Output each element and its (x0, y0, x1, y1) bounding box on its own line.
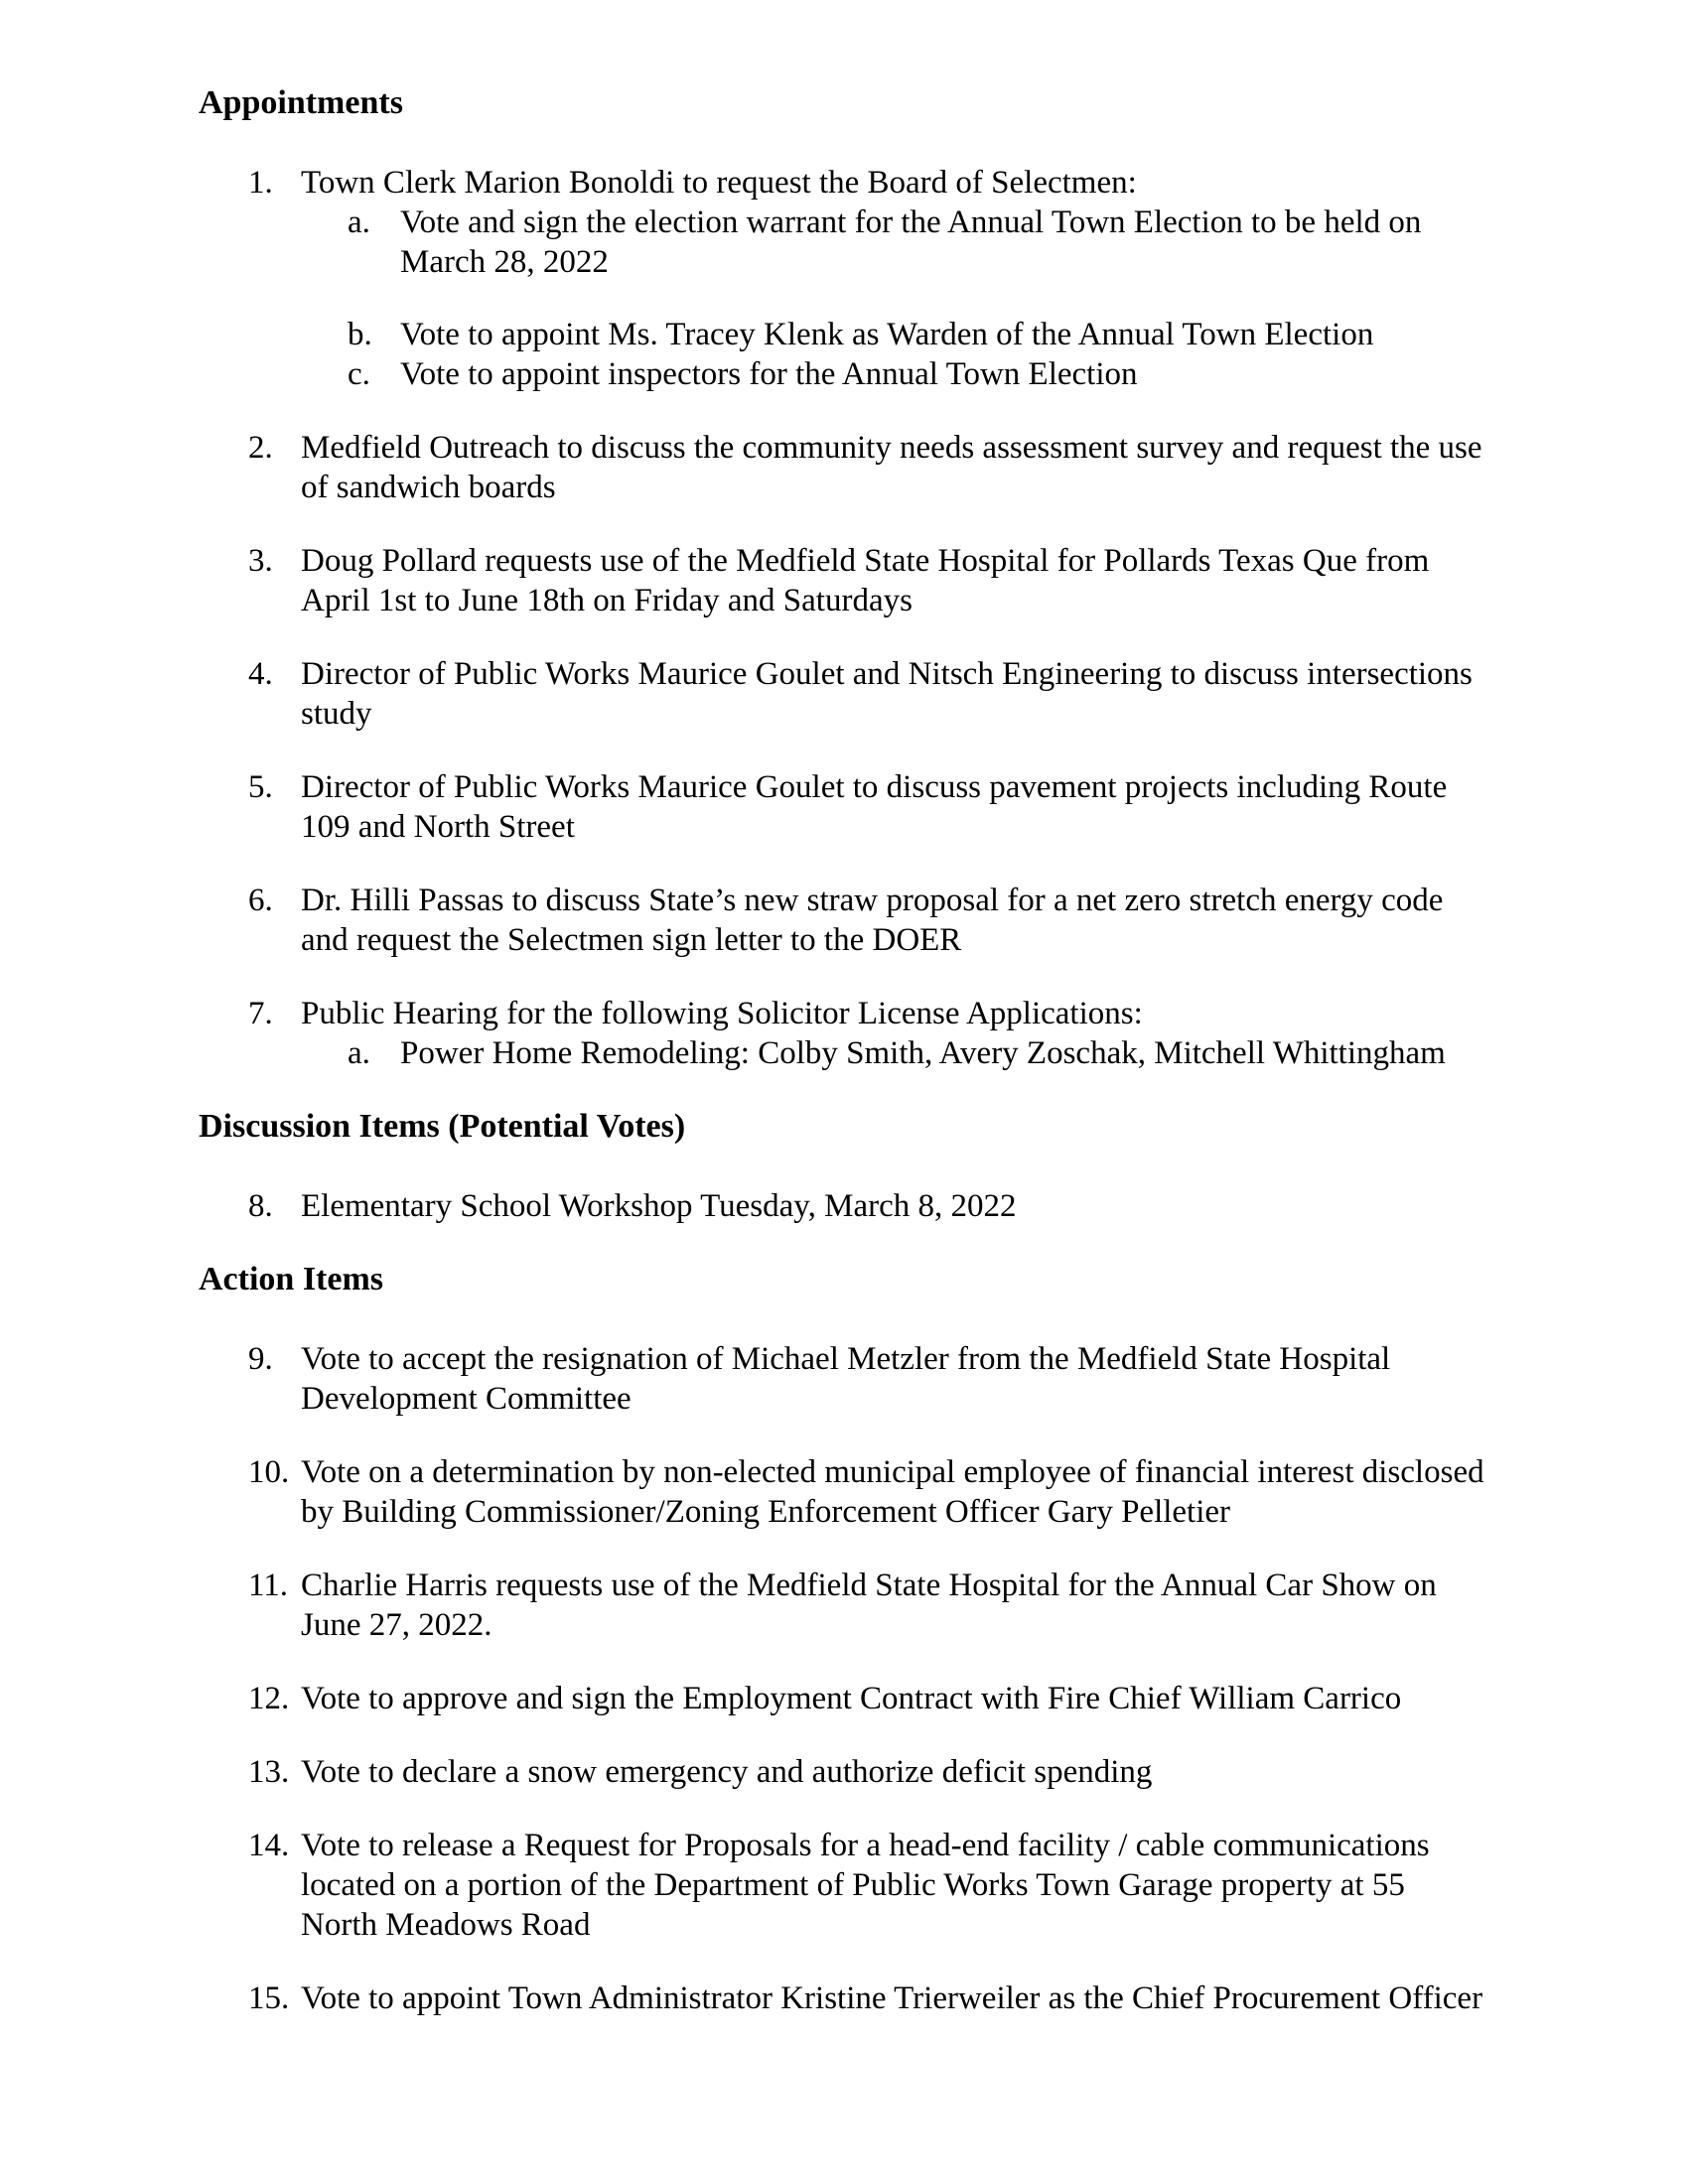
item-number: 5. (248, 769, 273, 805)
section-heading: Appointments (199, 84, 403, 121)
section-action-items (199, 1260, 1688, 2018)
item-number: 14. (248, 1828, 290, 1863)
item-number: 6. (248, 883, 273, 918)
item-number: 3. (248, 543, 273, 579)
subitem-letter: b. (348, 317, 372, 352)
item-text: Vote to declare a snow emergency and authorize deficit spending (301, 1754, 1153, 1790)
agenda-subitem (348, 315, 1489, 354)
item-text: Elementary School Workshop Tuesday, March 8, 2022 (301, 1188, 1017, 1224)
agenda-subitem (348, 354, 1489, 394)
agenda-item (248, 1339, 1688, 1419)
item-text: Vote to release a Request for Proposals for a head-end facility / cable communications located on a portion of the Department of Public Works Town Garage property at 55 North Meadows Road (301, 1828, 1430, 1943)
item-text: Vote to accept the resignation of Michael Metzler from the Medfield State Hospital Development Committee (301, 1341, 1391, 1417)
subitem-letter: a. (348, 1035, 370, 1071)
item-text: Charlie Harris requests use of the Medfield State Hospital for the Annual Car Show on June 27, 2022. (301, 1568, 1437, 1643)
item-text: Public Hearing for the following Solicitor License Applications: (301, 996, 1143, 1031)
item-body (301, 1979, 1489, 2018)
item-number: 1. (248, 165, 273, 201)
subitem-text: Vote to appoint Ms. Tracey Klenk as Warden of the Annual Town Election (400, 317, 1374, 352)
item-number: 4. (248, 656, 273, 692)
item-text: Town Clerk Marion Bonoldi to request the Board of Selectmen: (301, 165, 1137, 201)
item-body (301, 654, 1489, 734)
item-number: 7. (248, 996, 273, 1031)
item-number: 13. (248, 1754, 290, 1790)
item-text: Dr. Hilli Passas to discuss State’s new straw proposal for a net zero stretch energy code and request the Selectmen sign letter to the DOER (301, 883, 1444, 958)
item-number: 9. (248, 1341, 273, 1377)
subitem-letter: a. (348, 205, 370, 240)
item-body (301, 1452, 1489, 1532)
agenda-item (248, 428, 1688, 507)
item-number: 10. (248, 1454, 290, 1490)
item-text: Vote to appoint Town Administrator Kristine Trierweiler as the Chief Procurement Officer (301, 1980, 1483, 2016)
section-appointments (199, 83, 1688, 1073)
section-heading: Action Items (199, 1261, 384, 1297)
item-number: 12. (248, 1681, 290, 1716)
item-text: Vote to approve and sign the Employment Contract with Fire Chief William Carrico (301, 1681, 1402, 1716)
item-text: Doug Pollard requests use of the Medfield State Hospital for Pollards Texas Que from April 1st to June 18th on Friday and Saturdays (301, 543, 1430, 618)
item-body (301, 163, 1489, 394)
agenda-item (248, 1186, 1688, 1226)
item-text: Medfield Outreach to discuss the community needs assessment survey and request the use of sandwich boards (301, 430, 1482, 505)
item-number: 11. (248, 1568, 289, 1603)
item-body (301, 1826, 1489, 1945)
item-body (301, 1752, 1489, 1792)
agenda-item (248, 541, 1688, 620)
agenda-item-list (199, 1339, 1688, 2018)
item-body (301, 767, 1489, 847)
agenda-subitem-list (301, 203, 1489, 394)
agenda-item (248, 1566, 1688, 1645)
agenda-subitem (348, 203, 1489, 282)
subitem-text: Vote to appoint inspectors for the Annual Town Election (400, 356, 1138, 392)
item-text: Vote on a determination by non-elected municipal employee of financial interest disclosed by Building Commissioner/Zoning Enforcement Officer Gary Pelletier (301, 1454, 1484, 1530)
agenda-item (248, 767, 1688, 847)
item-body (301, 994, 1489, 1073)
subitem-text: Power Home Remodeling: Colby Smith, Avery Zoschak, Mitchell Whittingham (400, 1035, 1446, 1071)
item-body (301, 541, 1489, 620)
section-heading: Discussion Items (Potential Votes) (199, 1108, 686, 1145)
agenda-item-list (199, 163, 1688, 1073)
subitem-text: Vote and sign the election warrant for the Annual Town Election to be held on March 28, 2022 (400, 205, 1422, 280)
item-body (301, 1566, 1489, 1645)
item-text: Director of Public Works Maurice Goulet to discuss pavement projects including Route 109 and North Street (301, 769, 1448, 845)
agenda-item (248, 654, 1688, 734)
agenda-item (248, 1452, 1688, 1532)
agenda-item (248, 1752, 1688, 1792)
item-body (301, 1339, 1489, 1419)
agenda-subitem (348, 1033, 1489, 1073)
agenda-item (248, 163, 1688, 394)
item-text: Director of Public Works Maurice Goulet and Nitsch Engineering to discuss intersections study (301, 656, 1473, 732)
item-number: 8. (248, 1188, 273, 1224)
item-body (301, 881, 1489, 960)
agenda-item (248, 881, 1688, 960)
agenda-subitem-list (301, 1033, 1489, 1073)
agenda-item (248, 1826, 1688, 1945)
item-body (301, 428, 1489, 507)
section-discussion-items (199, 1107, 1688, 1226)
agenda-item (248, 994, 1688, 1073)
agenda-item (248, 1979, 1688, 2018)
item-number: 2. (248, 430, 273, 466)
subitem-letter: c. (348, 356, 370, 392)
item-body (301, 1679, 1489, 1718)
agenda-item-list (199, 1186, 1688, 1226)
item-number: 15. (248, 1980, 290, 2016)
agenda-item (248, 1679, 1688, 1718)
item-body (301, 1186, 1489, 1226)
